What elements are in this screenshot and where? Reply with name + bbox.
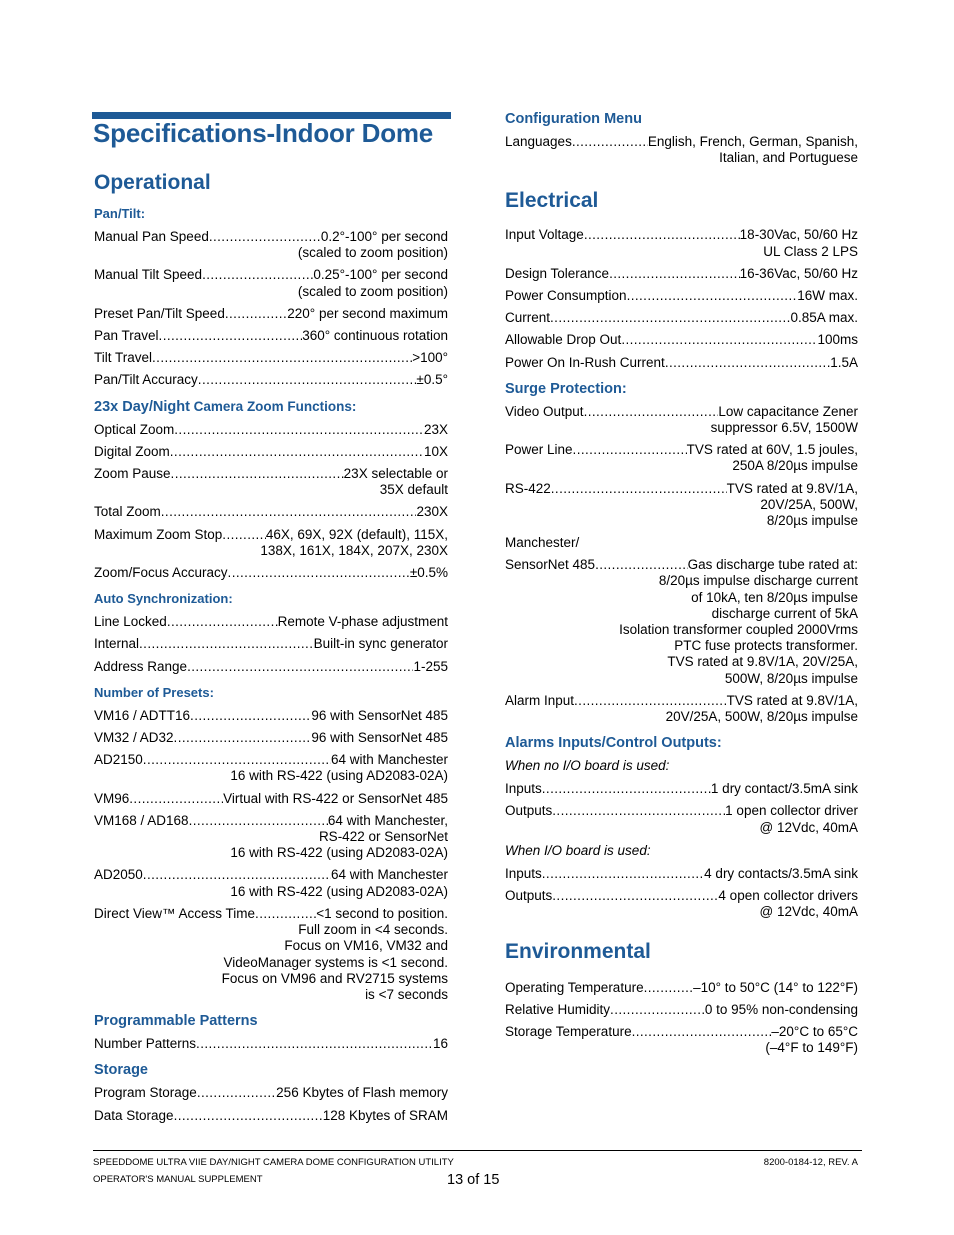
spec-value: 230X: [416, 504, 448, 520]
spec-label: Power Consumption: [505, 288, 627, 304]
spec-row: [505, 134, 858, 166]
spec-row: [505, 693, 858, 725]
spec-label: VM168 / AD168: [94, 812, 189, 828]
spec-value-continuation: suppressor 6.5V, 1500W: [710, 420, 858, 436]
spec-value-continuation: 20V/25A, 500W, 8/20µs impulse: [665, 709, 858, 725]
spec-label: Current: [505, 310, 551, 326]
presets-specs: [94, 708, 448, 1003]
spec-value: 16-36Vac, 50/60 Hz: [739, 265, 858, 281]
dot-leader: [550, 310, 790, 326]
spec-label: Preset Pan/Tilt Speed: [94, 305, 225, 321]
spec-value-continuation: Italian, and Portuguese: [719, 150, 858, 166]
spec-row: [94, 1085, 448, 1101]
spec-value: Gas discharge tube rated at:: [687, 557, 858, 573]
config-menu-heading: Configuration Menu: [505, 111, 642, 127]
spec-value: ±0.5°: [416, 372, 448, 388]
spec-label: Manual Tilt Speed: [94, 267, 203, 283]
spec-label: VM32 / AD32: [94, 730, 174, 746]
spec-row: [505, 980, 858, 996]
spec-row: [505, 227, 858, 259]
spec-value: –10° to 50°C (14° to 122°F): [693, 979, 858, 995]
spec-value-continuation: Focus on VM16, VM32 and: [284, 938, 448, 954]
spec-label: Optical Zoom: [94, 421, 175, 437]
spec-value-continuation: 250A 8/20µs impulse: [732, 458, 858, 474]
left-column: [94, 170, 448, 1124]
dot-leader: [198, 372, 417, 388]
dot-leader: [542, 866, 704, 882]
spec-row: [505, 355, 858, 371]
spec-value-continuation: (scaled to zoom position): [297, 283, 448, 299]
dot-leader: [584, 404, 719, 420]
spec-label: Outputs: [505, 803, 553, 819]
spec-value: 96 with SensorNet 485: [311, 730, 448, 746]
spec-value: 360° continuous rotation: [302, 328, 448, 344]
spec-value: 16W max.: [797, 288, 858, 304]
spec-value-continuation: RS-422 or SensorNet: [318, 829, 448, 845]
spec-label: Zoom Pause: [94, 466, 171, 482]
spec-row: [94, 350, 448, 366]
spec-value-continuation: 138X, 161X, 184X, 207X, 230X: [260, 542, 448, 558]
spec-value: TVS rated at 60V, 1.5 joules,: [686, 442, 858, 458]
spec-value-continuation: discharge current of 5kA: [711, 605, 858, 621]
dot-leader: [552, 888, 718, 904]
config-menu-specs: [505, 134, 858, 166]
spec-row: [505, 781, 858, 797]
spec-row: [505, 404, 858, 436]
dot-leader: [228, 565, 410, 581]
dot-leader: [627, 288, 798, 304]
spec-value: 0.2°-100° per second: [320, 229, 448, 244]
dot-leader: [644, 980, 693, 996]
dot-leader: [174, 422, 424, 438]
right-column: [505, 111, 858, 1056]
spec-label: Data Storage: [94, 1107, 174, 1123]
spec-label: Line Locked: [94, 614, 167, 630]
dot-leader: [665, 355, 830, 371]
dot-leader: [190, 708, 311, 724]
dot-leader: [542, 781, 711, 797]
spec-value-continuation: 16 with RS-422 (using AD2083-02A): [230, 845, 448, 861]
spec-row: [505, 557, 858, 687]
dot-leader: [152, 350, 412, 366]
spec-value: 18-30Vac, 50/60 Hz: [739, 227, 858, 243]
spec-label: Pan/Tilt Accuracy: [94, 372, 198, 388]
dot-leader: [139, 636, 314, 652]
zoom-heading-functions: Camera Zoom Functions:: [189, 398, 357, 414]
alarms-specs-io: [505, 866, 858, 921]
dot-leader: [143, 867, 331, 883]
spec-value: TVS rated at 9.8V/1A,: [726, 692, 858, 708]
spec-value-continuation: UL Class 2 LPS: [763, 243, 858, 259]
spec-value: Low capacitance Zener: [718, 403, 858, 419]
spec-label: Manual Pan Speed: [94, 229, 209, 244]
spec-value: 23X: [423, 421, 448, 437]
spec-value-continuation: 16 with RS-422 (using AD2083-02A): [230, 883, 448, 899]
spec-row: [505, 1002, 858, 1018]
spec-value: Virtual with RS-422 or SensorNet 485: [223, 790, 448, 806]
spec-label: Total Zoom: [94, 504, 161, 520]
spec-value: 1 dry contact/3.5mA sink: [710, 781, 858, 797]
spec-value-continuation: Full zoom in <4 seconds.: [298, 922, 448, 938]
spec-row: [94, 730, 448, 746]
spec-row: [94, 565, 448, 581]
alarms-heading: Alarms Inputs/Control Outputs:: [505, 735, 722, 752]
spec-value: 128 Kbytes of SRAM: [322, 1107, 448, 1123]
dot-leader: [225, 306, 287, 322]
spec-value: 16: [432, 1036, 448, 1052]
patterns-specs: [94, 1036, 448, 1052]
pan-tilt-heading: Pan/Tilt:: [94, 206, 146, 221]
dot-leader: [189, 813, 328, 829]
spec-row: [505, 1024, 858, 1056]
spec-row: [94, 466, 448, 498]
spec-row: [94, 267, 448, 299]
spec-value: ±0.5%: [409, 565, 448, 581]
spec-value-continuation: (scaled to zoom position): [297, 245, 448, 261]
spec-value: 256 Kbytes of Flash memory: [276, 1085, 448, 1101]
dot-leader: [551, 481, 727, 497]
alarms-specs-no-io: [505, 781, 858, 836]
dot-leader: [552, 803, 725, 819]
alarms-note-no-io: When no I/O board is used:: [505, 758, 670, 774]
dot-leader: [129, 791, 223, 807]
spec-label: Allowable Drop Out: [505, 332, 622, 348]
sync-specs: [94, 614, 448, 675]
spec-label: Video Output: [505, 403, 584, 419]
dot-leader: [255, 906, 316, 922]
electrical-heading: Electrical: [505, 189, 599, 213]
spec-row: [94, 752, 448, 784]
spec-row: [94, 791, 448, 807]
spec-label: Tilt Travel: [94, 350, 153, 366]
spec-value-continuation: VideoManager systems is <1 second.: [223, 954, 448, 970]
dot-leader: [167, 614, 278, 630]
dot-leader: [202, 267, 313, 283]
surge-specs: [505, 404, 858, 529]
footer-doc-number: 8200-0184-12, REV. A: [763, 1157, 858, 1168]
spec-label: Relative Humidity: [505, 1001, 611, 1017]
spec-label: Design Tolerance: [505, 265, 610, 281]
spec-label: Program Storage: [94, 1085, 197, 1101]
spec-value-continuation: 16 with RS-422 (using AD2083-02A): [230, 768, 448, 784]
dot-leader: [632, 1024, 772, 1040]
dot-leader: [572, 134, 648, 150]
spec-value-continuation: Focus on VM96 and RV2715 systems: [221, 970, 448, 986]
spec-label: Zoom/Focus Accuracy: [94, 565, 228, 581]
spec-label: AD2050: [94, 867, 143, 883]
spec-row: [94, 372, 448, 388]
spec-value-continuation: 35X default: [379, 482, 448, 498]
spec-row: [94, 306, 448, 322]
spec-label: Power On In-Rush Current: [505, 354, 665, 370]
zoom-heading: [94, 399, 448, 415]
spec-row: [505, 332, 858, 348]
pan-tilt-specs: [94, 229, 448, 389]
spec-value: –20°C to 65°C: [771, 1023, 858, 1039]
spec-row: [94, 229, 448, 261]
dot-leader: [584, 227, 740, 243]
spec-row: [94, 867, 448, 899]
footer-rule: [93, 1150, 862, 1151]
spec-value: 0.85A max.: [790, 310, 858, 326]
dot-leader: [621, 332, 817, 348]
spec-value: 4 open collector drivers: [718, 888, 858, 904]
spec-value: 10X: [423, 443, 448, 459]
surge-heading: Surge Protection:: [505, 380, 627, 397]
spec-row: [94, 504, 448, 520]
sync-heading: Auto Synchronization:: [94, 591, 233, 607]
storage-specs: [94, 1085, 448, 1123]
spec-value-continuation: 500W, 8/20µs impulse: [724, 670, 858, 686]
spec-label: Power Line: [505, 442, 573, 458]
dot-leader: [159, 328, 303, 344]
spec-row: [94, 422, 448, 438]
footer-manual-title: OPERATOR'S MANUAL SUPPLEMENT: [93, 1174, 263, 1185]
spec-value: 64 with Manchester: [330, 867, 448, 883]
spec-label: Storage Temperature: [505, 1023, 632, 1039]
spec-row: [505, 803, 858, 835]
spec-row: [94, 527, 448, 559]
spec-value: 4 dry contacts/3.5mA sink: [704, 865, 858, 881]
spec-value: 64 with Manchester,: [327, 812, 448, 828]
spec-label: RS-422: [505, 480, 551, 496]
spec-row: [505, 481, 858, 530]
dot-leader: [609, 266, 740, 282]
spec-row: [505, 866, 858, 882]
operational-heading: Operational: [94, 171, 211, 194]
spec-label: Outputs: [505, 888, 553, 904]
spec-row: [94, 813, 448, 862]
spec-value: 23X selectable or: [343, 466, 448, 482]
spec-value: TVS rated at 9.8V/1A,: [726, 480, 858, 496]
spec-label: Operating Temperature: [505, 979, 644, 995]
spec-value-continuation: 8/20µs impulse: [766, 513, 858, 529]
spec-value-continuation: Isolation transformer coupled 2000Vrms: [619, 622, 858, 638]
spec-value: 1-255: [413, 658, 448, 674]
presets-heading: Number of Presets:: [94, 684, 214, 700]
dot-leader: [573, 442, 687, 458]
spec-value-continuation: @ 12Vdc, 40mA: [759, 819, 858, 835]
spec-value: 1.5A: [830, 354, 858, 370]
page-number: 13 of 15: [447, 1172, 500, 1188]
spec-value: 0.25°-100° per second: [313, 267, 448, 283]
dot-leader: [161, 504, 417, 520]
spec-row: [505, 266, 858, 282]
spec-value-continuation: 8/20µs impulse discharge current: [658, 573, 858, 589]
dot-leader: [187, 659, 413, 675]
spec-label: Languages: [505, 134, 572, 149]
spec-value-continuation: is <7 seconds: [365, 986, 448, 1002]
spec-value-continuation: (–4°F to 149°F): [765, 1040, 858, 1056]
environmental-specs: [505, 980, 858, 1057]
dot-leader: [197, 1085, 276, 1101]
alarms-note-io: When I/O board is used:: [505, 842, 651, 858]
spec-label: VM96: [94, 790, 130, 806]
spec-label: Alarm Input: [505, 692, 575, 708]
spec-row: [94, 1036, 448, 1052]
spec-label: Number Patterns: [94, 1036, 197, 1052]
manchester-label: Manchester/: [505, 535, 580, 551]
spec-label: SensorNet 485: [505, 557, 596, 573]
spec-value: 0 to 95% non-condensing: [704, 1001, 858, 1017]
spec-label: Maximum Zoom Stop: [94, 526, 223, 542]
dot-leader: [171, 466, 344, 482]
dot-leader: [143, 752, 331, 768]
spec-label: Pan Travel: [94, 328, 159, 344]
spec-value-continuation: TVS rated at 9.8V/1A, 20V/25A,: [667, 654, 858, 670]
spec-value: 1 open collector driver: [725, 803, 858, 819]
spec-label: Internal: [94, 636, 140, 652]
patterns-heading: Programmable Patterns: [94, 1013, 258, 1030]
zoom-specs: [94, 422, 448, 582]
spec-row: [505, 888, 858, 920]
dot-leader: [174, 1108, 323, 1124]
dot-leader: [595, 557, 688, 573]
spec-label: Direct View™ Access Time: [94, 905, 256, 921]
dot-leader: [209, 229, 321, 245]
dot-leader: [222, 527, 266, 543]
dot-leader: [174, 730, 312, 746]
storage-heading: Storage: [94, 1062, 148, 1079]
spec-value: Built-in sync generator: [313, 636, 448, 652]
spec-value: 64 with Manchester: [330, 752, 448, 768]
spec-row: [94, 906, 448, 1003]
spec-value: <1 second to position.: [316, 905, 448, 921]
spec-label: Address Range: [94, 658, 188, 674]
spec-row: [505, 288, 858, 304]
spec-row: [94, 636, 448, 652]
spec-label: VM16 / ADTT16: [94, 707, 191, 723]
spec-value-continuation: of 10kA, ten 8/20µs impulse: [691, 589, 858, 605]
spec-row: [505, 310, 858, 326]
spec-label: Digital Zoom: [94, 443, 170, 459]
spec-label: Inputs: [505, 781, 542, 797]
spec-row: [505, 442, 858, 474]
dot-leader: [170, 444, 424, 460]
spec-value-continuation: PTC fuse protects transformer.: [674, 638, 858, 654]
spec-value-continuation: 20V/25A, 500W,: [760, 496, 858, 512]
spec-value: 46X, 69X, 92X (default), 115X,: [265, 526, 448, 542]
dot-leader: [574, 693, 727, 709]
footer-product-title: SPEEDDOME ULTRA VIIE DAY/NIGHT CAMERA DOME CONFIGURATION UTILITY: [93, 1157, 454, 1168]
spec-row: [94, 444, 448, 460]
spec-value: 220° per second maximum: [287, 305, 448, 321]
spec-row: [94, 708, 448, 724]
environmental-heading: Environmental: [505, 939, 651, 963]
spec-row: [94, 328, 448, 344]
spec-value-continuation: @ 12Vdc, 40mA: [759, 904, 858, 920]
spec-label: AD2150: [94, 752, 143, 768]
dot-leader: [196, 1036, 433, 1052]
spec-value: 96 with SensorNet 485: [311, 707, 448, 723]
spec-row: [94, 659, 448, 675]
spec-value: >100°: [412, 350, 448, 366]
electrical-specs: [505, 227, 858, 370]
zoom-heading-camera: 23x Day/Night: [94, 398, 190, 415]
spec-row: [94, 1108, 448, 1124]
spec-value: Remote V-phase adjustment: [277, 614, 448, 630]
dot-leader: [610, 1002, 705, 1018]
spec-label: Inputs: [505, 865, 542, 881]
spec-value: 100ms: [817, 332, 858, 348]
spec-value: English, French, German, Spanish,: [647, 134, 858, 149]
surge-specs-2: [505, 557, 858, 725]
spec-row: [94, 614, 448, 630]
page-title: Specifications-Indoor Dome: [93, 118, 434, 148]
spec-label: Input Voltage: [505, 227, 584, 243]
